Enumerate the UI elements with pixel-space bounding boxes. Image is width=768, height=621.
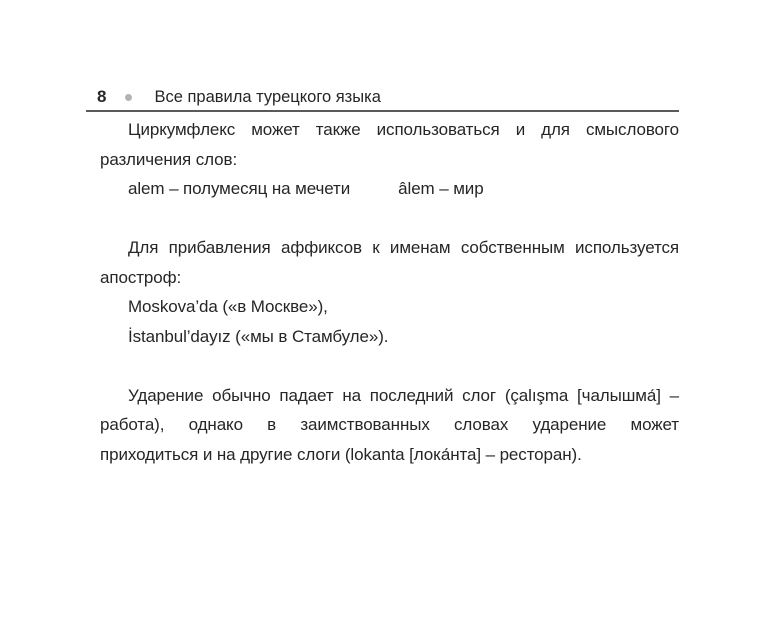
- page-header: [97, 87, 381, 107]
- paragraph-2-example-1: Moskova’da («в Москве»),: [128, 297, 328, 316]
- paragraph-3-line-1: Ударение обычно падает на последний слог (çalışma [чалышма́] –: [128, 385, 679, 405]
- paragraph-1-line-1: Циркумфлекс может также использоваться и для смыслового: [128, 120, 679, 139]
- example-alem-circumflex: âlem – мир: [398, 179, 484, 198]
- example-alem: alem – полумесяц на мечети: [128, 179, 351, 198]
- header-rule: [86, 110, 679, 112]
- paragraph-1-line-2: различения слов:: [100, 149, 238, 169]
- blank-line: [100, 351, 679, 381]
- page-content: [100, 115, 679, 469]
- bullet-separator-icon: [125, 94, 132, 101]
- paragraph-3-line-2: работа), однако в заимствованных словах ударение может: [100, 415, 679, 434]
- page-number: 8: [97, 87, 107, 106]
- blank-line: [100, 204, 679, 234]
- paragraph-2-line-1: Для прибавления аффиксов к именам собственным используется: [128, 238, 679, 257]
- running-title: Все правила турецкого языка: [154, 88, 381, 106]
- paragraph-2-line-2: апостроф:: [100, 267, 182, 287]
- paragraph-2-example-2: İstanbul’dayız («мы в Стамбуле»).: [128, 326, 389, 346]
- paragraph-3-line-3: приходиться и на другие слоги (lokanta [лока́нта] – ресторан).: [100, 444, 582, 464]
- paragraph-1-example-line: [100, 174, 679, 204]
